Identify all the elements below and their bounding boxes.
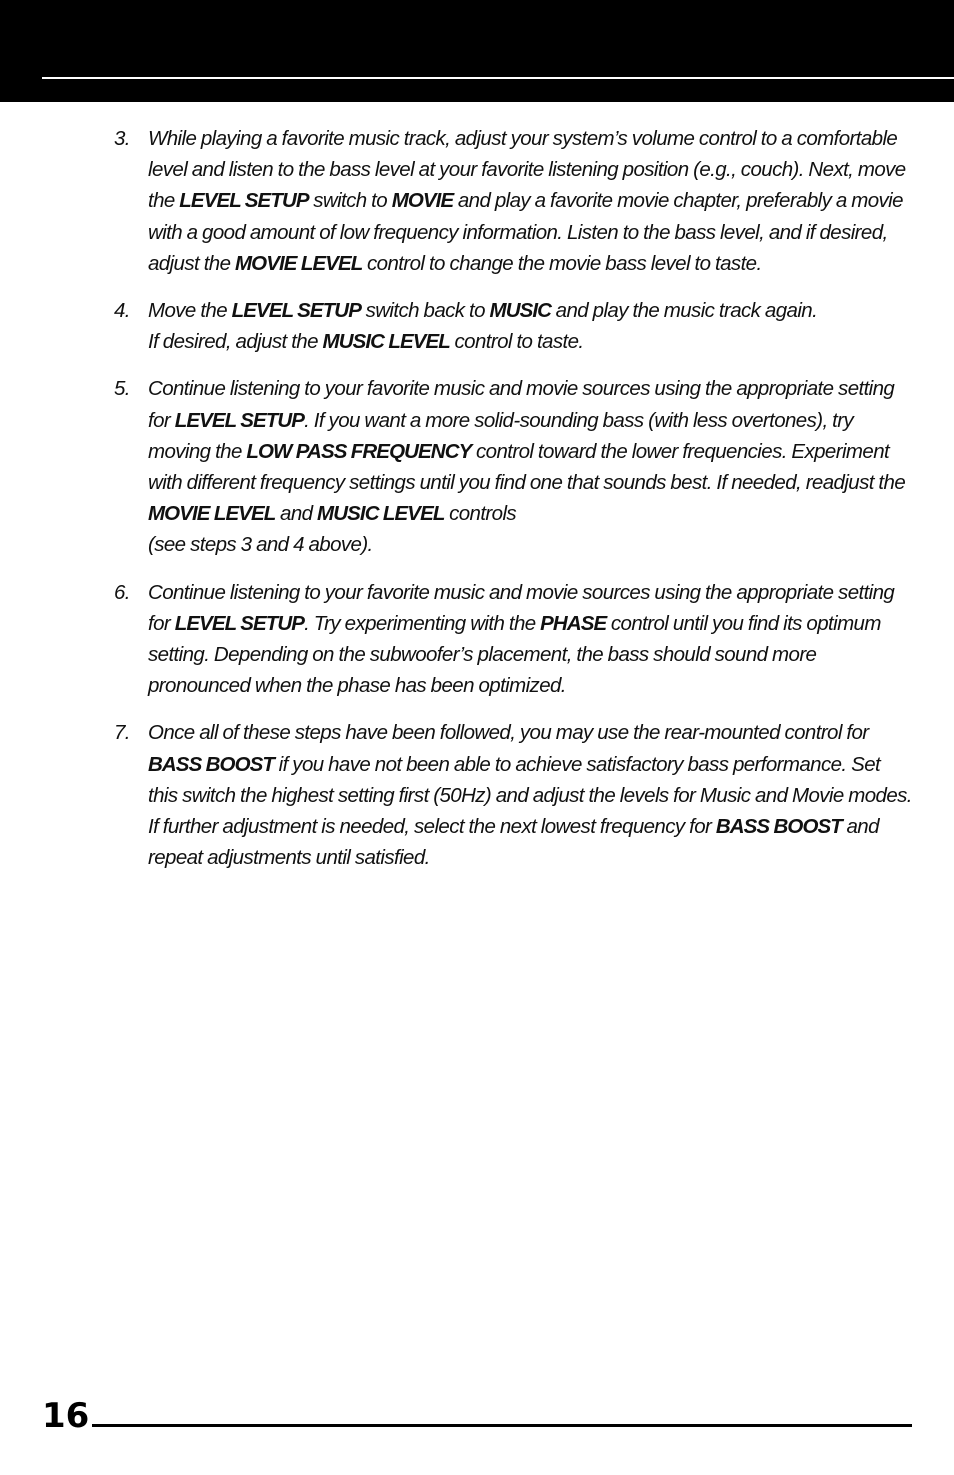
step-item: [114, 373, 914, 560]
step-text-run: . If you want a more solid-sounding bass (with less overtones), try moving the: [148, 408, 854, 463]
control-name: MOVIE LEVEL: [235, 251, 363, 275]
step-text-run: switch back to: [360, 299, 490, 323]
step-text-run: switch to: [308, 189, 392, 213]
step-text-run: If desired, adjust the: [148, 330, 323, 354]
page-number: 16: [42, 1396, 90, 1436]
step-text-run: Move the: [148, 299, 232, 323]
step-text-run: control to change the movie bass level to taste.: [362, 251, 762, 275]
step-text-run: and play a favorite movie chapter, preferably a movie with a good amount of low frequency information. Listen to the bass level, and if desired, adjust the: [148, 189, 903, 275]
control-name: BASS BOOST: [715, 815, 842, 839]
footer-rule: [92, 1424, 912, 1427]
step-text: [148, 721, 912, 869]
control-name: LEVEL SETUP: [231, 299, 361, 323]
control-name: LEVEL SETUP: [174, 611, 305, 635]
step-text-run: While playing a favorite music track, adjust your system’s volume control to a comfortable level and listen to the bass level at your favorite listening position (e.g., couch). Next, move the: [148, 127, 906, 213]
control-name: LEVEL SETUP: [174, 408, 305, 432]
control-name: LEVEL SETUP: [179, 189, 309, 213]
step-text-run: and repeat adjustments until satisfied.: [148, 815, 879, 870]
control-name: MUSIC LEVEL: [322, 330, 450, 354]
step-text-run: if you have not been able to achieve satisfactory bass performance. Set this switch the highest setting first (50Hz) and adjust the levels for Music and Movie modes. If further adjustment is needed, select the next lowest frequency for: [148, 752, 912, 839]
step-text: [148, 127, 906, 275]
step-text-run: Continue listening to your favorite music and movie sources using the appropriate setting for: [148, 377, 895, 432]
step-item: [114, 123, 914, 279]
step-text-run: Once all of these steps have been followed, you may use the rear-mounted control for: [148, 721, 869, 745]
step-text-run: Continue listening to your favorite music and movie sources using the appropriate setting for: [148, 580, 895, 635]
step-text-run: control to taste.: [449, 330, 584, 354]
step-text-run: controls: [444, 502, 517, 526]
header-band: [0, 0, 954, 102]
step-text-run: . Try experimenting with the: [304, 611, 541, 635]
step-text-run: and: [275, 502, 318, 526]
header-rule: [42, 77, 954, 79]
control-name: MUSIC LEVEL: [317, 502, 445, 526]
step-text: [148, 581, 894, 698]
step-text-run: (see steps 3 and 4 above).: [148, 533, 373, 557]
step-item: [114, 717, 914, 873]
step-text: [148, 377, 905, 556]
control-name: PHASE: [540, 611, 607, 635]
step-number: 6.: [114, 580, 130, 604]
instruction-steps: [114, 123, 914, 889]
control-name: MUSIC: [489, 299, 552, 323]
step-text: [148, 299, 817, 353]
step-text-run: control toward the lower frequencies. Experiment with different frequency settings until you find one that sounds best. If needed, readjust the: [148, 439, 906, 495]
step-number: 3.: [114, 127, 130, 150]
step-item: [114, 295, 914, 357]
control-name: LOW PASS FREQUENCY: [246, 439, 472, 463]
step-text-run: and play the music track again.: [551, 299, 818, 323]
control-name: MOVIE LEVEL: [148, 502, 276, 526]
step-text-run: control until you find its optimum setting. Depending on the subwoofer’s placement, the bass should sound more pronounced when the phase has been optimized.: [148, 611, 881, 698]
control-name: BASS BOOST: [148, 752, 275, 776]
step-number: 5.: [114, 377, 130, 401]
step-number: 4.: [114, 299, 130, 323]
step-item: [114, 577, 914, 702]
control-name: MOVIE: [391, 189, 454, 213]
step-number: 7.: [114, 721, 130, 745]
